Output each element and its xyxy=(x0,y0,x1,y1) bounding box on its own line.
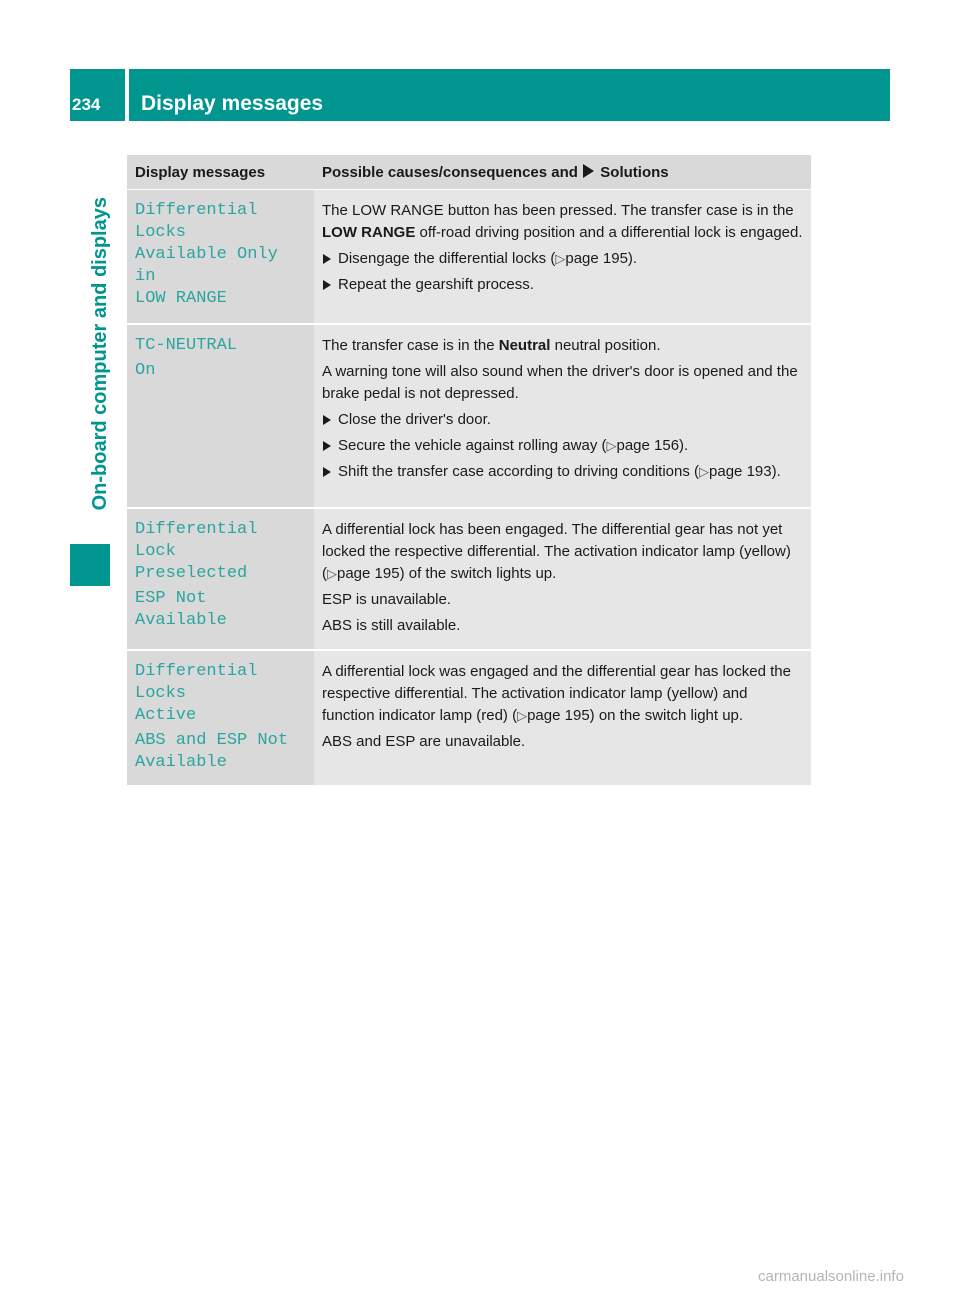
display-message: On xyxy=(135,360,156,380)
cause-text: A differential lock has been engaged. The differential gear has not yet locked the respective differential. The activation indicator lamp (yellow) (▷page 195) of the switch lights up. xyxy=(322,520,791,582)
table-row xyxy=(127,324,811,508)
solution-step: Secure the vehicle against rolling away (▷page 156). xyxy=(322,435,803,457)
solution-step: Shift the transfer case according to driving conditions (▷page 193). xyxy=(322,461,803,483)
table-row xyxy=(127,190,811,324)
header-solutions-text: Solutions xyxy=(600,163,669,181)
table-row xyxy=(127,650,811,786)
cause-text: ABS and ESP are unavailable. xyxy=(322,732,526,750)
column-header-messages: Display messages xyxy=(127,155,314,190)
display-message: ABS and ESP Not Available xyxy=(135,730,289,772)
cause-text: ABS is still available. xyxy=(322,616,461,634)
side-label-text: On-board computer and displays xyxy=(88,197,111,511)
cause-text: The LOW RANGE button has been pressed. The transfer case is in the LOW RANGE off-road driving position and a differential lock is engaged. xyxy=(322,202,803,241)
side-marker-block xyxy=(70,544,110,586)
solution-step: Disengage the differential locks (▷page 195). xyxy=(322,248,803,270)
solution-step: Close the driver's door. xyxy=(322,409,803,431)
display-message: Differential Lock Preselected xyxy=(135,519,258,583)
description-cell xyxy=(314,650,811,786)
page-ref-icon: ▷ xyxy=(699,463,710,479)
display-message: TC-NEUTRAL xyxy=(135,335,238,355)
column-header-solutions xyxy=(314,155,811,190)
message-cell xyxy=(127,650,314,786)
message-cell xyxy=(127,324,314,508)
description-cell xyxy=(314,508,811,650)
section-side-label xyxy=(84,164,116,544)
display-messages-table xyxy=(127,155,811,787)
description-cell xyxy=(314,190,811,324)
header-causes-text: Possible causes/consequences and xyxy=(322,163,578,181)
cause-text: The transfer case is in the Neutral neutral position. xyxy=(322,336,661,354)
table-header-row xyxy=(127,155,811,190)
page-title: Display messages xyxy=(141,92,324,115)
page-ref-icon: ▷ xyxy=(327,565,337,581)
page-ref-icon: ▷ xyxy=(517,707,528,723)
cause-text: A differential lock was engaged and the differential gear has locked the respective differential. The activation indicator lamp (yellow) and function indicator lamp (red) (▷page 195) on the switch light up. xyxy=(322,662,791,724)
page-ref-icon: ▷ xyxy=(555,251,566,266)
page-ref-icon: ▷ xyxy=(606,437,617,453)
cause-text: A warning tone will also sound when the driver's door is opened and the brake pedal is not depressed. xyxy=(322,362,798,402)
display-message: Differential Locks Active xyxy=(135,661,258,725)
message-cell xyxy=(127,508,314,650)
solution-arrow-icon xyxy=(583,164,594,178)
display-message: ESP Not Available xyxy=(135,588,227,630)
display-message: Differential Locks Available Only in LOW RANGE xyxy=(135,201,278,308)
message-cell xyxy=(127,190,314,324)
solution-step: Repeat the gearshift process. xyxy=(322,274,803,296)
footer-watermark: carmanualsonline.info xyxy=(758,1268,904,1285)
cause-text: ESP is unavailable. xyxy=(322,590,451,608)
description-cell xyxy=(314,324,811,508)
header-divider xyxy=(125,69,129,121)
table-row xyxy=(127,508,811,650)
page-number: 234 xyxy=(72,95,101,114)
